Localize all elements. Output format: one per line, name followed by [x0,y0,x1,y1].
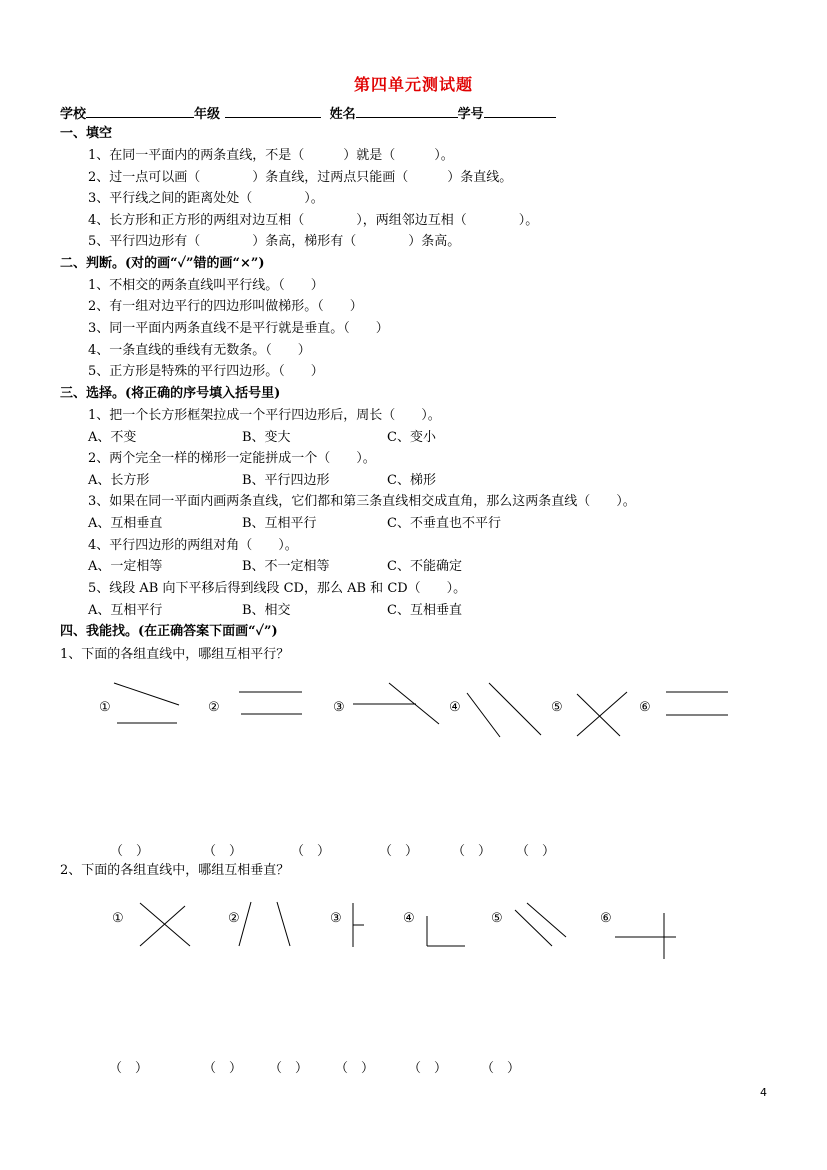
q1-figure-3 [353,683,439,724]
section1-heading: 一、填空 [60,126,113,141]
school-label: 学校 [60,107,87,122]
s3-q2-opt-a: A、长方形 [88,473,150,488]
s4-q2-mark-4: ④ [403,911,415,926]
s3-q5-opt-c: C、互相垂直 [387,603,462,618]
s3-q1-opt-c: C、变小 [387,430,436,445]
s3-q4: 4、平行四边形的两组对角（ ）。 [88,538,298,553]
s3-q1-opt-b: B、变大 [242,430,291,445]
s4-q1-mark-4: ④ [449,700,461,715]
grade-label: 年级 [194,107,221,122]
name-blank[interactable] [356,103,458,118]
s4-q1-mark-1: ① [99,700,111,715]
q1-figure-2 [239,692,302,714]
s3-q5: 5、线段 AB 向下平移后得到线段 CD，那么 AB 和 CD（ ）。 [88,581,467,596]
s1-item-1: 1、在同一平面内的两条直线，不是（ ）就是（ ）。 [88,148,454,163]
s4-q2-answer-4[interactable]: （ ） [335,1061,375,1076]
s1-item-5: 5、平行四边形有（ ）条高，梯形有（ ）条高。 [88,234,461,249]
s4-q2-answer-1[interactable]: （ ） [109,1061,149,1076]
number-blank[interactable] [484,103,556,118]
s4-q2-mark-3: ③ [330,911,342,926]
s3-q3-opt-a: A、互相垂直 [88,516,163,531]
s4-q2-answer-2[interactable]: （ ） [203,1061,243,1076]
s3-q5-opt-a: A、互相平行 [88,603,163,618]
s4-q1-answer-5[interactable]: （ ） [452,844,492,859]
s3-q1-opt-a: A、不变 [88,430,137,445]
s4-q1-answer-4[interactable]: （ ） [379,844,419,859]
q2-figure-6 [615,913,676,959]
s3-q4-opt-a: A、一定相等 [88,559,163,574]
s2-item-5: 5、正方形是特殊的平行四边形。（ ） [88,364,324,379]
section4-heading: 四、我能找。(在正确答案下面画“✓”) [60,624,278,639]
s3-q4-opt-b: B、不一定相等 [242,559,330,574]
s3-q5-opt-b: B、相交 [242,603,291,618]
s2-item-1: 1、不相交的两条直线叫平行线。（ ） [88,278,324,293]
s3-q3: 3、如果在同一平面内画两条直线，它们都和第三条直线相交成直角，那么这两条直线（ ）。 [88,494,636,509]
page-title: 第四单元测试题 [353,75,473,94]
s3-q3-opt-b: B、互相平行 [242,516,317,531]
s4-q2-answer-5[interactable]: （ ） [408,1061,448,1076]
s1-item-4: 4、长方形和正方形的两组对边互相（ ），两组邻边互相（ ）。 [88,213,539,228]
q2-figure-1 [140,903,190,946]
q2-figure-4 [427,916,465,946]
s3-q3-opt-c: C、不垂直也不平行 [387,516,501,531]
s1-item-2: 2、过一点可以画（ ）条直线，过两点只能画（ ）条直线。 [88,170,513,185]
s4-q1-answer-2[interactable]: （ ） [203,844,243,859]
s4-q2-mark-5: ⑤ [491,911,503,926]
number-label: 学号 [457,107,484,122]
s2-item-4: 4、一条直线的垂线有无数条。（ ） [88,343,311,358]
section3-heading: 三、选择。(将正确的序号填入括号里) [60,386,281,401]
s3-q2-opt-c: C、梯形 [387,473,436,488]
q2-figure-5 [515,903,566,946]
s3-q4-opt-c: C、不能确定 [387,559,462,574]
q1-figure-1 [114,683,179,723]
section2-heading: 二、判断。(对的画“✓”错的画“×”) [60,256,265,271]
grade-blank[interactable] [225,103,321,118]
page-number: 4 [760,1086,767,1099]
s2-item-2: 2、有一组对边平行的四边形叫做梯形。（ ） [88,299,363,314]
s2-item-3: 3、同一平面内两条直线不是平行就是垂直。（ ） [88,321,389,336]
header-row [60,103,556,124]
s4-q2-mark-1: ① [112,911,124,926]
s4-q1-answer-6[interactable]: （ ） [516,844,556,859]
s4-q2-answer-3[interactable]: （ ） [269,1061,309,1076]
s4-q2-answer-6[interactable]: （ ） [481,1061,521,1076]
s4-q1-answer-3[interactable]: （ ） [291,844,331,859]
s4-q1-mark-6: ⑥ [639,700,651,715]
s4-q1-mark-5: ⑤ [551,700,563,715]
s1-item-3: 3、平行线之间的距离处处（ ）。 [88,191,324,206]
s4-q2-mark-2: ② [228,911,240,926]
s4-q1-mark-3: ③ [333,700,345,715]
s4-q2: 2、下面的各组直线中，哪组互相垂直？ [60,863,290,878]
s4-q1-mark-2: ② [208,700,220,715]
s4-q2-mark-6: ⑥ [600,911,612,926]
s4-q1: 1、下面的各组直线中，哪组互相平行？ [60,647,290,662]
school-blank[interactable] [86,103,194,118]
s3-q2-opt-b: B、平行四边形 [242,473,330,488]
s3-q2: 2、两个完全一样的梯形一定能拼成一个（ ）。 [88,451,376,466]
q1-figure-5 [577,692,627,736]
name-label: 姓名 [329,107,356,122]
q2-figure-3 [353,903,364,947]
s3-q1: 1、把一个长方形框架拉成一个平行四边形后，周长（ ）。 [88,408,441,423]
q2-figure-2 [239,902,290,946]
s4-q1-answer-1[interactable]: （ ） [110,844,150,859]
q1-figure-6 [666,692,728,715]
q1-figure-4 [467,683,541,737]
